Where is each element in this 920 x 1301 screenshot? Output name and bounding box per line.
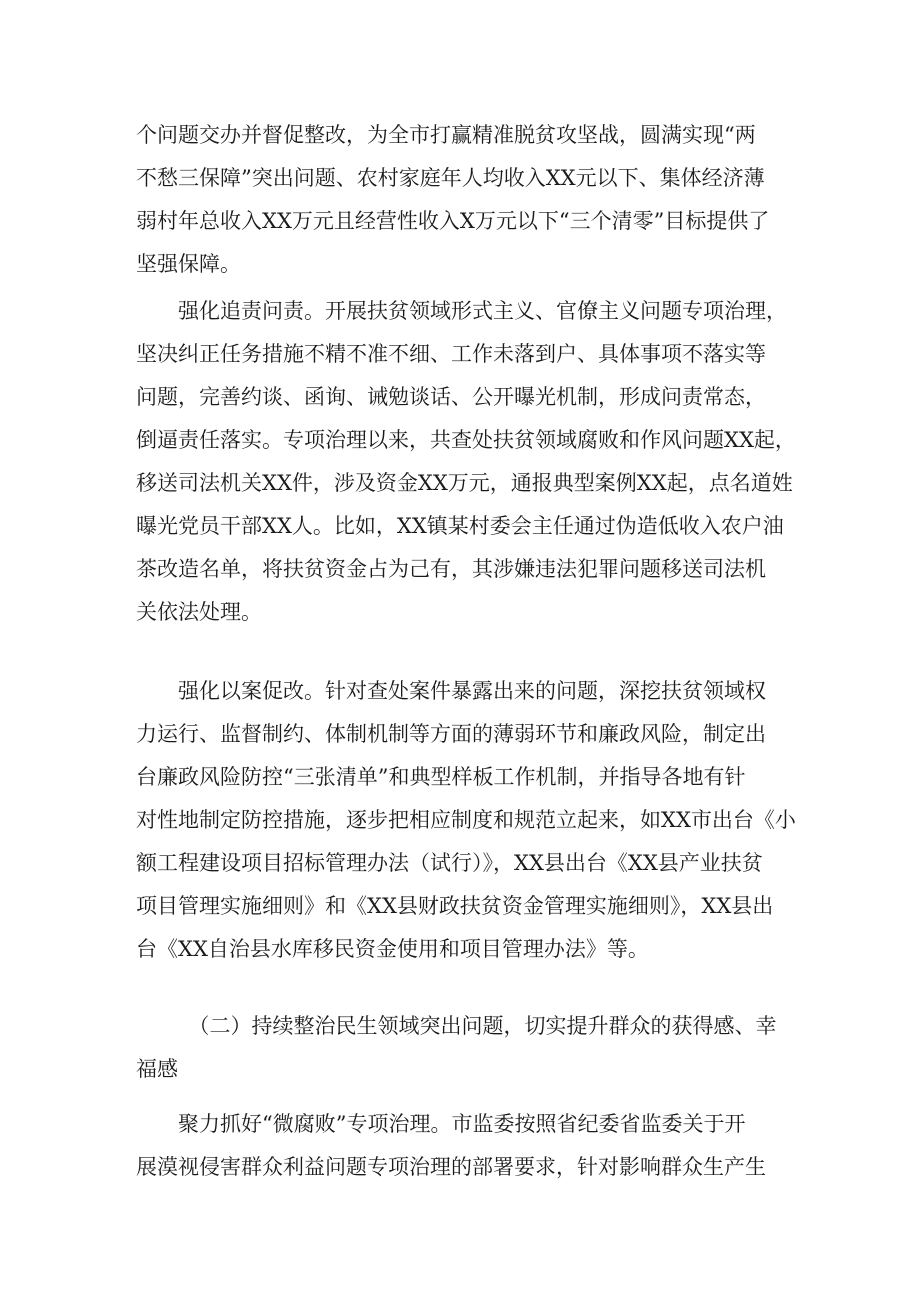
text-line: 茶改造名单，将扶贫资金占为己有，其涉嫌违法犯罪问题移送司法机 <box>136 557 766 581</box>
heading-line: （二）持续整治民生领域突出问题，切实提升群众的获得感、幸 <box>136 1014 777 1038</box>
text-line: 强化以案促改。针对查处案件暴露出来的问题，深挖扶贫领域权 <box>136 679 766 703</box>
text-line: 强化追责问责。开展扶贫领域形式主义、官僚主义问题专项治理， <box>136 299 787 323</box>
text-line: 力运行、监督制约、体制机制等方面的薄弱环节和廉政风险，制定出 <box>136 722 766 746</box>
text-line: 坚决纠正任务措施不精不准不细、工作未落到户、具体事项不落实等 <box>136 342 766 366</box>
text-line: 对性地制定防控措施，逐步把相应制度和规范立起来，如XX市出台《小 <box>136 808 796 832</box>
paragraph-micro-corruption <box>136 1103 796 1189</box>
heading-line: 福感 <box>136 1057 178 1081</box>
text-line: 曝光党员干部XX人。比如，XX镇某村委会主任通过伪造低收入农户油 <box>136 514 784 538</box>
text-line: 移送司法机关XX件，涉及资金XX万元，通报典型案例XX起，点名道姓 <box>136 471 793 495</box>
paragraph-poverty-results <box>136 114 796 286</box>
text-line: 坚强保障。 <box>136 252 241 276</box>
text-line: 不愁三保障”突出问题、农村家庭年人均收入XX元以下、集体经济薄 <box>136 166 765 190</box>
text-line: 额工程建设项目招标管理办法（试行）》，XX县出台《XX县产业扶贫 <box>136 851 763 875</box>
paragraph-case-reform <box>136 670 796 971</box>
text-line: 关依法处理。 <box>136 600 262 624</box>
text-line: 个问题交办并督促整改，为全市打赢精准脱贫攻坚战，圆满实现“两 <box>136 123 756 147</box>
text-line: 台《XX自治县水库移民资金使用和项目管理办法》等。 <box>136 937 649 961</box>
text-line: 倒逼责任落实。专项治理以来，共查处扶贫领域腐败和作风问题XX起， <box>136 428 796 452</box>
text-line: 台廉政风险防控“三张清单”和典型样板工作机制，并指导各地有针 <box>136 765 746 789</box>
text-line: 展漠视侵害群众利益问题专项治理的部署要求，针对影响群众生产生 <box>136 1155 766 1179</box>
text-line: 弱村年总收入XX万元且经营性收入X万元以下“三个清零”目标提供了 <box>136 209 770 233</box>
text-line: 问题，完善约谈、函询、诫勉谈话、公开曝光机制，形成问责常态， <box>136 385 766 409</box>
section-heading <box>136 1005 796 1091</box>
paragraph-accountability <box>136 290 796 634</box>
text-line: 项目管理实施细则》和《XX县财政扶贫资金管理实施细则》，XX县出 <box>136 894 774 918</box>
text-line: 聚力抓好“微腐败”专项治理。市监委按照省纪委省监委关于开 <box>136 1112 746 1136</box>
